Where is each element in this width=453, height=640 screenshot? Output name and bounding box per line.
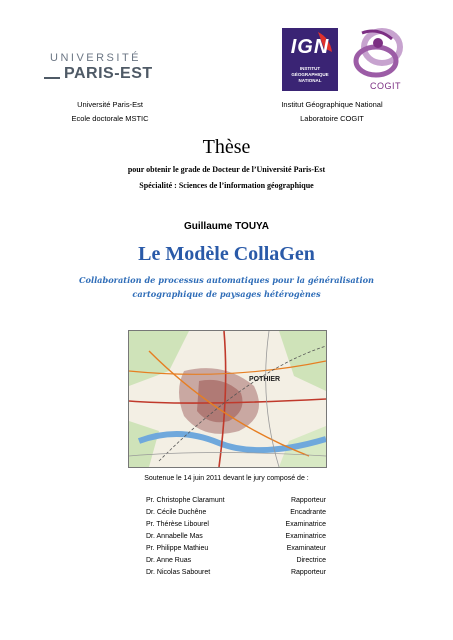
jury-member-row	[146, 497, 326, 507]
jury-member-role: Encadrante	[290, 509, 326, 516]
jury-member-name: Pr. Christophe Claramunt	[146, 497, 225, 504]
ign-logo	[282, 28, 338, 91]
author-name: Guillaume TOUYA	[183, 221, 270, 232]
header-university: Université Paris-Est	[77, 100, 143, 109]
logo-upe-rule	[44, 77, 60, 79]
jury-member-name: Dr. Anne Ruas	[146, 557, 192, 564]
jury-member-row	[146, 569, 326, 579]
header-institute: Institut Géographique National	[281, 100, 383, 109]
speciality-subtitle: Spécialité : Sciences de l’information géographique	[139, 181, 314, 190]
ign-line2: GÉOGRAPHIQUE	[291, 72, 329, 77]
header-doctoral-school: Ecole doctorale MSTIC	[71, 114, 149, 123]
cogit-label: COGIT	[370, 81, 401, 91]
map-place-label: POTHIER	[249, 376, 281, 383]
document-type-title: Thèse	[202, 136, 251, 158]
cogit-swirl-icon	[348, 25, 408, 83]
topographic-map-image	[128, 330, 327, 468]
jury-member-row	[146, 557, 326, 567]
map-illustration	[129, 331, 326, 467]
logo-upe-line1: UNIVERSITÉ	[50, 52, 142, 64]
jury-member-row	[146, 533, 326, 543]
thesis-title: Le Modèle CollaGen	[138, 243, 315, 265]
jury-member-row	[146, 521, 326, 531]
jury-member-role: Examinatrice	[285, 521, 326, 528]
cogit-logo	[348, 25, 408, 95]
jury-member-role: Directrice	[296, 557, 326, 564]
jury-member-name: Pr. Thérèse Libourel	[146, 521, 209, 528]
jury-member-name: Dr. Cécile Duchêne	[146, 509, 207, 516]
jury-member-role: Rapporteur	[290, 569, 326, 576]
jury-member-row	[146, 509, 326, 519]
universite-paris-est-logo	[44, 52, 184, 92]
jury-member-role: Examinateur	[286, 545, 326, 552]
jury-member-name: Dr. Annabelle Mas	[146, 533, 203, 540]
jury-member-row	[146, 545, 326, 555]
thesis-subtitle-line2: cartographique de paysages hétérogènes	[132, 289, 321, 299]
header-laboratory: Laboratoire COGIT	[300, 114, 364, 123]
jury-member-role: Examinatrice	[285, 533, 326, 540]
jury-member-name: Dr. Nicolas Sabouret	[146, 569, 211, 576]
ign-letters: IGN	[290, 36, 330, 58]
logo-upe-line2: PARIS-EST	[64, 65, 153, 82]
ign-line3: NATIONAL	[298, 78, 322, 83]
ign-line1: INSTITUT	[299, 66, 321, 71]
thesis-subtitle-line1: Collaboration de processus automatiques pour la généralisation	[78, 275, 374, 285]
jury-member-name: Pr. Philippe Mathieu	[146, 545, 209, 552]
defense-statement: Soutenue le 14 juin 2011 devant le jury composé de :	[144, 475, 309, 482]
jury-member-role: Rapporteur	[290, 497, 326, 504]
degree-subtitle: pour obtenir le grade de Docteur de l’Université Paris-Est	[127, 165, 326, 174]
